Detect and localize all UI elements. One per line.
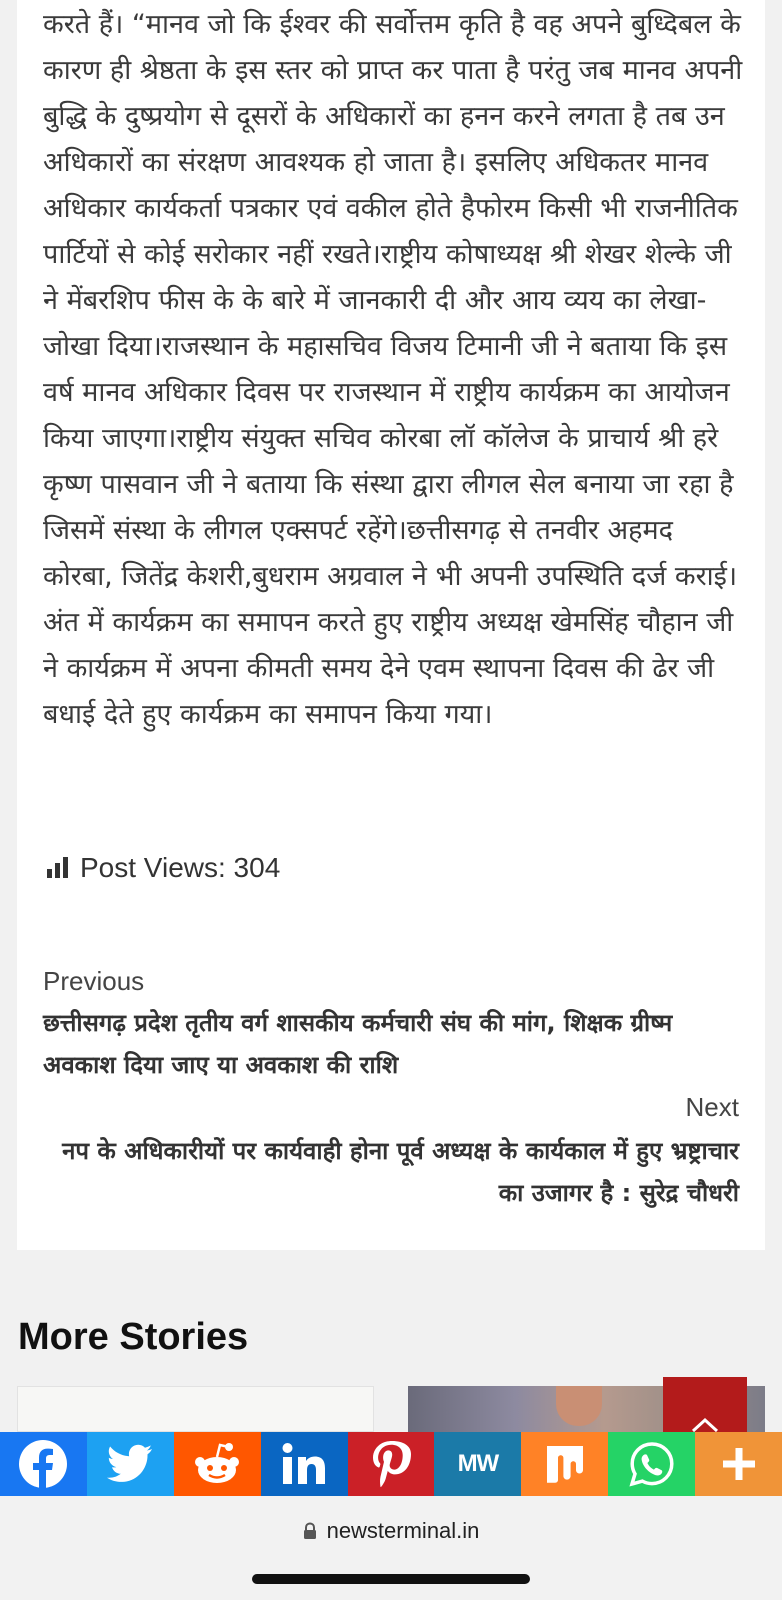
- mix-share-button[interactable]: [521, 1432, 608, 1496]
- next-post-label: Next: [685, 1092, 739, 1122]
- reddit-icon: [192, 1442, 242, 1486]
- url-text: newsterminal.in: [326, 1518, 480, 1543]
- post-views: [47, 852, 280, 884]
- facebook-icon: [18, 1439, 68, 1489]
- linkedin-share-button[interactable]: [261, 1432, 348, 1496]
- mix-icon: [545, 1444, 585, 1484]
- url-display[interactable]: [0, 1518, 782, 1544]
- chevron-up-icon: [690, 1415, 720, 1433]
- facebook-share-button[interactable]: [0, 1432, 87, 1496]
- bar-chart-icon: [47, 858, 68, 878]
- reddit-share-button[interactable]: [174, 1432, 261, 1496]
- plus-icon: [721, 1446, 757, 1482]
- more-stories-heading: More Stories: [18, 1316, 249, 1358]
- story-image: [556, 1386, 602, 1426]
- linkedin-icon: [281, 1442, 327, 1486]
- share-bar: [0, 1432, 782, 1496]
- previous-post-label: Previous: [43, 966, 145, 996]
- whatsapp-share-button[interactable]: [608, 1432, 695, 1496]
- mewe-share-button[interactable]: [434, 1432, 521, 1496]
- story-thumbnail[interactable]: [17, 1386, 374, 1432]
- scroll-to-top-button[interactable]: [663, 1377, 747, 1437]
- post-views-label: Post Views: 304: [80, 852, 281, 883]
- next-post-link[interactable]: नप के अधिकारीयों पर कार्यवाही होना पूर्व अध्यक्ष के कार्यकाल में हुए भ्रष्ट्राचार का उजागर है : सुरेद्र चौधरी: [62, 1137, 739, 1207]
- whatsapp-icon: [629, 1441, 675, 1487]
- mewe-icon: MW: [457, 1450, 499, 1477]
- browser-address-bar[interactable]: [0, 1496, 782, 1600]
- pinterest-share-button[interactable]: [348, 1432, 435, 1496]
- twitter-icon: [107, 1444, 153, 1484]
- pinterest-icon: [371, 1440, 411, 1488]
- previous-post-link[interactable]: छत्तीसगढ़ प्रदेश तृतीय वर्ग शासकीय कर्मचारी संघ की मांग, शिक्षक ग्रीष्म अवकाश दिया जाए या अवकाश की राशि: [43, 1009, 673, 1079]
- lock-icon: [303, 1522, 317, 1540]
- home-indicator[interactable]: [252, 1574, 530, 1584]
- more-share-button[interactable]: [695, 1432, 782, 1496]
- twitter-share-button[interactable]: [87, 1432, 174, 1496]
- article-body: करते हैं। “मानव जो कि ईश्वर की सर्वोत्तम कृति है वह अपने बुध्दिबल के कारण ही श्रेष्ठता के इस स्तर को प्राप्त कर पाता है परंतु जब मानव अपनी बुद्धि के दुष्प्रयोग से दूसरों के अधिकारों का हनन करने लगता है तब उन अधिकारों का संरक्षण आवश्यक हो जाता है। इसलिए अधिकतर मानव अधिकार कार्यकर्ता पत्रकार एवं वकील होते हैफोरम किसी भी राजनीतिक पार्टियों से कोई सरोकार नहीं रखते।राष्ट्रीय कोषाध्यक्ष श्री शेखर शेल्के जी ने मेंबरशिप फीस के के बारे में जानकारी दी और आय व्यय का लेखा-जोखा दिया।राजस्थान के महासचिव विजय टिमानी जी ने बताया कि इस वर्ष मानव अधिकार दिवस पर राजस्थान में राष्ट्रीय कार्यक्रम का आयोजन किया जाएगा।राष्ट्रीय संयुक्त सचिव कोरबा लॉ कॉलेज के प्राचार्य श्री हरे कृष्ण पासवान जी ने बताया कि संस्था द्वारा लीगल सेल बनाया जा रहा है जिसमें संस्था के लीगल एक्सपर्ट रहेंगे।छत्तीसगढ़ से तनवीर अहमद कोरबा, जितेंद्र केशरी,बुधराम अग्रवाल ने भी अपनी उपस्थिति दर्ज कराई।अंत में कार्यक्रम का समापन करते हुए राष्ट्रीय अध्यक्ष खेमसिंह चौहान जी ने कार्यक्रम में अपना कीमती समय देने एवम स्थापना दिवस की ढेर जी बधाई देते हुए कार्यक्रम का समापन किया गया।: [43, 9, 743, 730]
